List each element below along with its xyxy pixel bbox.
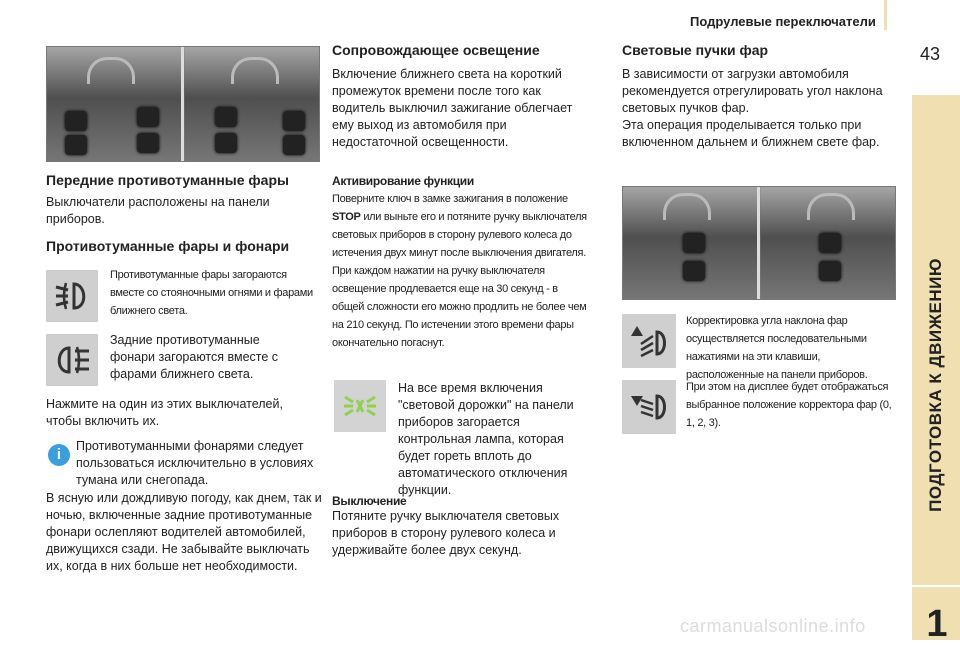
rear-fog-description: Задние противотуманные фонари загораются вместе с фарами ближнего света. bbox=[110, 333, 279, 381]
chapter-number: 1 bbox=[926, 603, 948, 645]
info-icon: i bbox=[48, 444, 70, 466]
activation-title: Активирование функции bbox=[332, 174, 474, 188]
activation-text-end: или выньте его и потяните ручку выключателя световых приборов в сторону рулевого колеса до истечения двух минут после выключения двигателя. При каждом нажатии на ручку выключателя освещение продлевается еще на 30 секунд - в общей сложности его можно продлить не более чем на 210 секунд. По истечении этого времени фары окончательно погаснут. bbox=[332, 211, 587, 349]
indicator-lamp-text: На все время включения "световой дорожки" на панели приборов загорается контрольная лампа, которая будет гореть вплоть до автоматического отключения функции. bbox=[398, 381, 574, 497]
page-number: 43 bbox=[920, 44, 941, 64]
deactivation-title: Выключение bbox=[332, 494, 407, 508]
activation-text-start: Поверните ключ в замке зажигания в положение bbox=[332, 193, 568, 205]
stop-position-label: STOP bbox=[332, 211, 361, 223]
headlamp-beam-intro: В зависимости от загрузки автомобиля рекомендуется отрегулировать угол наклона световых пучков фар. bbox=[622, 67, 883, 115]
chapter-title: ПОДГОТОВКА К ДВИЖЕНИЮ bbox=[926, 258, 945, 512]
activation-text bbox=[332, 190, 590, 352]
chapter-title-wrap bbox=[924, 215, 948, 555]
header-accent-bar bbox=[884, 0, 887, 30]
front-fog-heading: Передние противотуманные фары bbox=[46, 172, 289, 188]
headlamp-adjust-text: Корректировка угла наклона фар осуществляется последовательными нажатиями на эти клавиши, расположенные на панели приборов. bbox=[686, 315, 868, 381]
rear-fog-icon bbox=[46, 334, 98, 386]
follow-me-intro: Включение ближнего света на короткий промежуток времени после того как водитель выключил зажигание облегчает ему выход из автомобиля при недостаточной освещенности. bbox=[332, 67, 573, 149]
watermark: carmanualsonline.info bbox=[680, 616, 866, 636]
chapter-side-tab bbox=[912, 95, 960, 645]
info-note-continued: В ясную или дождливую погоду, как днем, так и ночью, включенные задние противотуманные фонари ослепляют водителей автомобилей, движущихся сзади. Не забывайте выключать их, когда в них больше нет необходимости. bbox=[46, 491, 322, 573]
press-switch-text: Нажмите на один из этих выключателей, чтобы включить их. bbox=[46, 397, 283, 428]
fog-lamps-heading: Противотуманные фары и фонари bbox=[46, 238, 290, 254]
front-fog-description: Противотуманные фары загораются вместе со стояночными огнями и фарами ближнего света. bbox=[110, 269, 313, 317]
deactivation-text: Потяните ручку выключателя световых приборов в сторону рулевого колеса и удерживайте более двух секунд. bbox=[332, 509, 560, 557]
headlamp-up-icon bbox=[622, 314, 676, 368]
headlamp-beam-condition: Эта операция проделывается только при включенном дальнем и ближнем свете фар. bbox=[622, 118, 880, 149]
front-fog-paragraph: Выключатели расположены на панели приборов. bbox=[46, 195, 270, 226]
front-fog-icon bbox=[46, 270, 98, 322]
headlamp-down-icon bbox=[622, 380, 676, 434]
follow-me-lamp-icon bbox=[334, 380, 386, 432]
headlamp-display-text: При этом на дисплее будет отображаться выбранное положение корректора фар (0, 1, 2, 3). bbox=[686, 381, 892, 429]
headlamp-beam-heading: Световые пучки фар bbox=[622, 42, 769, 58]
info-note: Противотуманными фонарями следует пользоваться исключительно в условиях тумана или снегопада. bbox=[76, 439, 314, 487]
follow-me-heading: Сопровождающее освещение bbox=[332, 42, 540, 58]
tab-divider bbox=[912, 585, 960, 587]
dashboard-fog-switch-photo bbox=[46, 46, 320, 162]
dashboard-headlamp-switch-photo bbox=[622, 186, 896, 300]
page-header-title: Подрулевые переключатели bbox=[690, 14, 876, 29]
